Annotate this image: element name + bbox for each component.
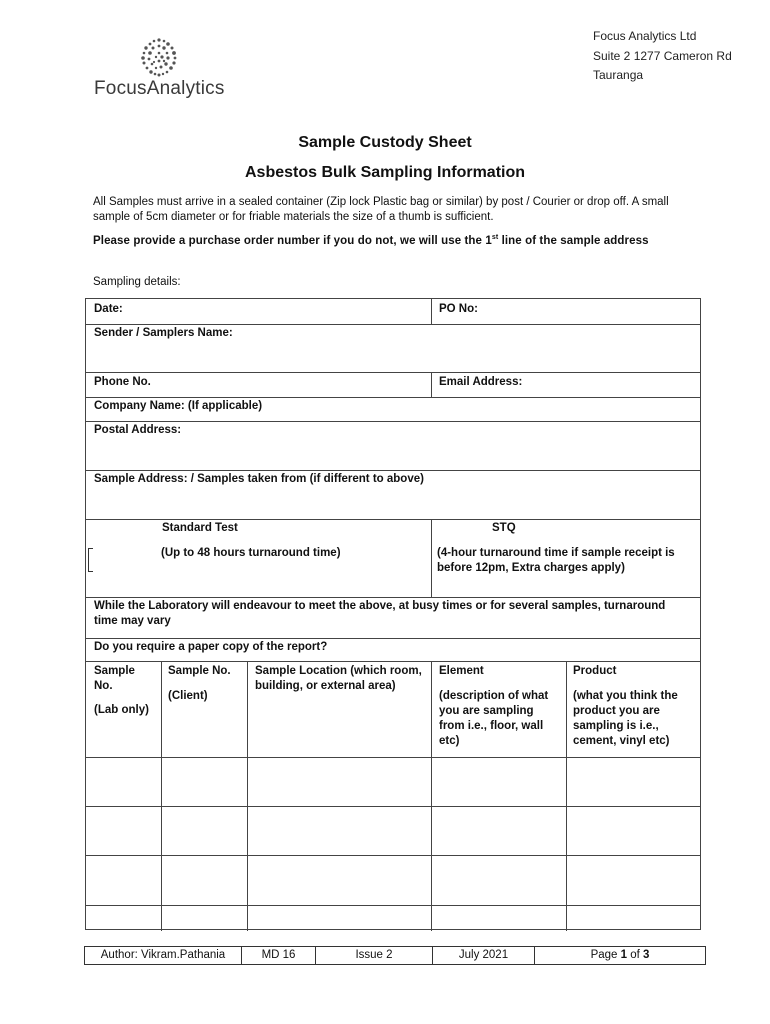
column-header-sample-no-lab: Sample No. (Lab only)	[94, 665, 149, 716]
purchase-order-note: Please provide a purchase order number if you do not, we will use the 1st line of the sample address	[93, 234, 649, 247]
standard-test-description: (Up to 48 hours turnaround time)	[161, 547, 341, 559]
date-field-label: Date:	[94, 303, 123, 315]
checkbox-bracket	[88, 548, 93, 572]
company-address-line-3: Tauranga	[593, 68, 644, 82]
sampling-details-label: Sampling details:	[93, 276, 181, 288]
stq-description: (4-hour turnaround time if sample receipt is before 12pm, Extra charges apply)	[437, 547, 675, 574]
focus-analytics-logo-icon	[137, 36, 181, 80]
laboratory-turnaround-note: While the Laboratory will endeavour to meet the above, at busy times or for several samples, turnaround time may vary	[94, 600, 666, 627]
paper-copy-question: Do you require a paper copy of the report?	[94, 641, 328, 653]
company-address-line-1: Focus Analytics Ltd	[593, 29, 697, 43]
column-header-sample-no-client: Sample No. (Client)	[168, 665, 231, 702]
document-footer	[84, 946, 706, 965]
footer-date: July 2021	[433, 947, 535, 964]
company-address-line-2: Suite 2 1277 Cameron Rd	[593, 49, 732, 63]
footer-issue: Issue 2	[316, 947, 433, 964]
sample-address-field-label: Sample Address: / Samples taken from (if different to above)	[94, 473, 424, 485]
intro-paragraph: All Samples must arrive in a sealed container (Zip lock Plastic bag or similar) by post / Courier or drop off. A small sample of 5cm diameter or for friable materials the size of a thumb is sufficient.	[93, 196, 669, 223]
email-field-label: Email Address:	[439, 376, 523, 388]
footer-author: Author: Vikram.Pathania	[85, 947, 242, 964]
company-logo-text: FocusAnalytics	[94, 78, 225, 99]
document-title: Sample Custody Sheet	[298, 134, 472, 151]
footer-page-number: Page 1 of 3	[590, 949, 650, 961]
phone-field-label: Phone No.	[94, 376, 151, 388]
custody-form-table	[85, 298, 701, 930]
postal-address-field-label: Postal Address:	[94, 424, 182, 436]
column-header-element: Element (description of what you are sampling from i.e., floor, wall etc)	[439, 665, 549, 747]
column-header-product: Product (what you think the product you are sampling is i.e., cement, vinyl etc)	[573, 665, 678, 747]
standard-test-heading: Standard Test	[162, 522, 238, 534]
column-header-sample-location: Sample Location (which room, building, or external area)	[255, 665, 422, 692]
company-name-field-label: Company Name: (If applicable)	[94, 400, 263, 412]
stq-heading: STQ	[492, 522, 516, 534]
sender-name-field-label: Sender / Samplers Name:	[94, 327, 233, 339]
footer-document-code: MD 16	[242, 947, 316, 964]
po-number-field-label: PO No:	[439, 303, 478, 315]
document-subtitle: Asbestos Bulk Sampling Information	[244, 164, 526, 181]
